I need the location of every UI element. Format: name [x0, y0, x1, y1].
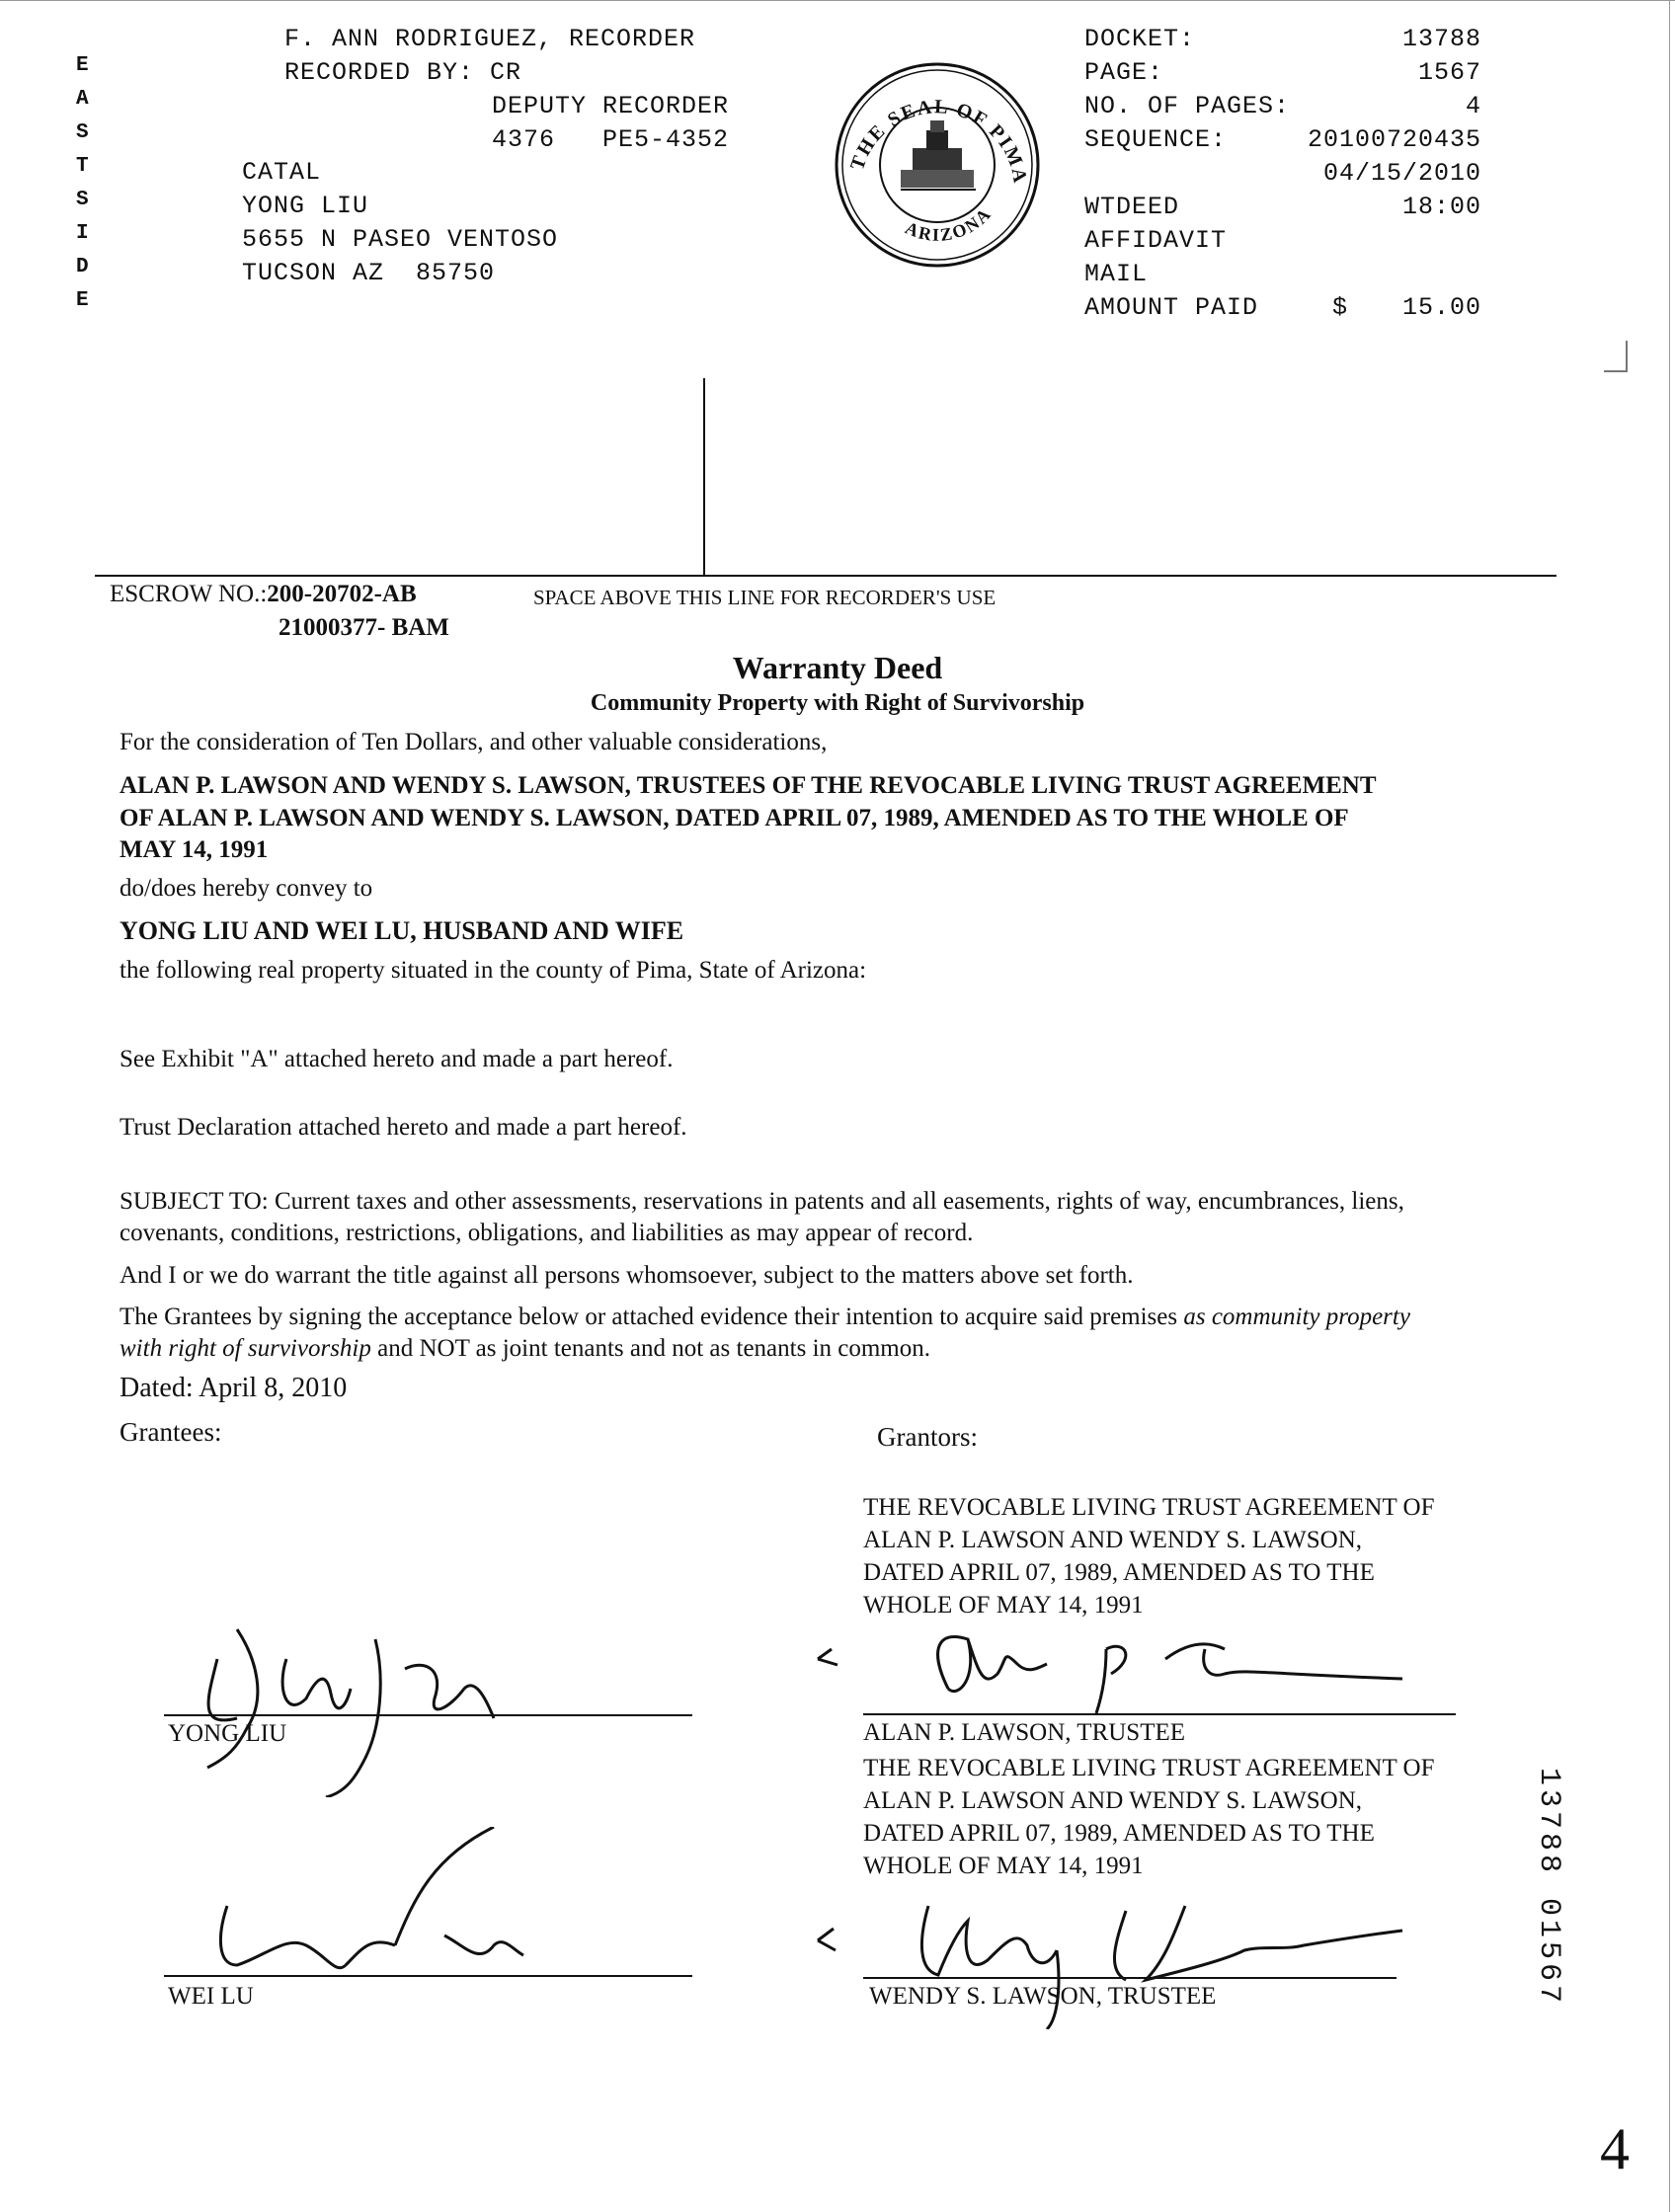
return-name: YONG LIU: [242, 192, 369, 220]
recorder-codes: 4376 PE5-4352: [492, 125, 730, 154]
intent-line-2b: and NOT as joint tenants and not as tenants in common.: [370, 1335, 931, 1362]
margin-docket-number: 13788 01567: [1532, 1768, 1565, 2008]
grantors-label: Grantors:: [877, 1422, 978, 1452]
intent-line-1: [120, 1302, 1581, 1332]
escrow-value-1: 200-20702-AB: [267, 581, 417, 607]
intent-line-2: [120, 1333, 1581, 1364]
wei-signature: [198, 1827, 533, 1985]
docket-value: 13788: [1401, 25, 1481, 53]
grantees-names: YONG LIU AND WEI LU, HUSBAND AND WIFE: [120, 916, 684, 945]
seal-bottom-text: ARIZONA: [902, 202, 996, 245]
pages-value: 4: [1465, 92, 1481, 120]
recorded-by: RECORDED BY: CR: [284, 58, 522, 87]
doc-type-affidavit: AFFIDAVIT: [1084, 226, 1228, 255]
grantor-trust-block-2: [863, 1752, 1574, 1882]
recorded-time: 18:00: [1401, 193, 1481, 221]
pima-county-seal: [832, 59, 1043, 271]
eastside-letter: E: [76, 54, 89, 77]
sequence-value: 20100720435: [1307, 125, 1481, 154]
trust2-line-3: DATED APRIL 07, 1989, AMENDED AS TO THE: [863, 1820, 1375, 1847]
escrow-number-1: [110, 581, 417, 608]
scan-corner-mark: [1604, 341, 1628, 372]
trust1-line-1: THE REVOCABLE LIVING TRUST AGREEMENT OF: [863, 1494, 1435, 1521]
grantees-label: Grantees:: [120, 1417, 222, 1447]
amount-currency: $: [1332, 293, 1349, 322]
subject-to-line-1: SUBJECT TO: Current taxes and other assessments, reservations in patents and all easements, rights of way, encumbrances, liens,: [120, 1188, 1404, 1215]
eastside-letter: D: [76, 256, 89, 278]
doc-type-wtdeed: WTDEED: [1084, 193, 1180, 221]
page-mark: 4: [1600, 2116, 1630, 2181]
deed-subtitle: Community Property with Right of Survivorship: [590, 690, 1085, 716]
trust1-line-3: DATED APRIL 07, 1989, AMENDED AS TO THE: [863, 1559, 1375, 1586]
grantors-line-1: ALAN P. LAWSON AND WENDY S. LAWSON, TRUSTEES OF THE REVOCABLE LIVING TRUST AGREEMENT: [120, 772, 1377, 799]
eastside-letter: I: [76, 222, 89, 245]
amount-value: 15.00: [1401, 293, 1481, 322]
page-label: PAGE:: [1084, 58, 1164, 87]
deed-title: Warranty Deed: [732, 650, 943, 685]
recorder-name: F. ANN RODRIGUEZ, RECORDER: [284, 25, 696, 53]
eastside-letter: A: [76, 88, 89, 111]
grantors-line-2: OF ALAN P. LAWSON AND WENDY S. LAWSON, DATED APRIL 07, 1989, AMENDED AS TO THE WHOLE OF: [120, 805, 1349, 831]
escrow-number-2: 21000377- BAM: [279, 614, 449, 641]
intent-line-2a: with right of survivorship: [120, 1335, 371, 1362]
alan-lawson-label: ALAN P. LAWSON, TRUSTEE: [863, 1719, 1186, 1746]
sequence-label: SEQUENCE:: [1084, 125, 1228, 154]
trust2-line-4: WHOLE OF MAY 14, 1991: [863, 1853, 1144, 1879]
subject-to-line-2: covenants, conditions, restrictions, obligations, and liabilities as may appear of record.: [120, 1220, 974, 1246]
wendy-lawson-label: WENDY S. LAWSON, TRUSTEE: [869, 1983, 1217, 2010]
intent-line-1a: The Grantees by signing the acceptance below or attached evidence their intention to acquire said premises: [120, 1304, 1184, 1330]
return-street: 5655 N PASEO VENTOSO: [242, 225, 559, 254]
alan-signature: [810, 1620, 1422, 1728]
eastside-letter: T: [76, 155, 89, 178]
grantors-line-3: MAY 14, 1991: [120, 836, 269, 863]
recorded-date: 04/15/2010: [1322, 159, 1481, 188]
grantor-trust-block-1: [863, 1491, 1574, 1621]
trust2-line-2: ALAN P. LAWSON AND WENDY S. LAWSON,: [863, 1787, 1363, 1814]
recorder-space-divider: [703, 378, 705, 576]
seal-top-text: THE SEAL OF PIMA: [845, 96, 1031, 186]
catal-label: CATAL: [242, 158, 322, 187]
amount-label: AMOUNT PAID: [1084, 293, 1259, 322]
trust2-line-1: THE REVOCABLE LIVING TRUST AGREEMENT OF: [863, 1755, 1435, 1781]
trust1-line-2: ALAN P. LAWSON AND WENDY S. LAWSON,: [863, 1527, 1363, 1553]
scan-edge-right: [1669, 0, 1670, 2212]
deputy-recorder: DEPUTY RECORDER: [492, 92, 730, 120]
seal-graphic: [832, 59, 1043, 271]
yong-signature: [178, 1600, 533, 1797]
escrow-label: ESCROW NO.:: [110, 581, 268, 607]
dated-text: Dated: April 8, 2010: [120, 1373, 348, 1403]
wei-lu-label: WEI LU: [168, 1983, 254, 2010]
eastside-letter: S: [76, 121, 89, 144]
scan-edge-top: [0, 0, 1675, 1]
eastside-letter: S: [76, 189, 89, 211]
property-text: the following real property situated in the county of Pima, State of Arizona:: [120, 957, 867, 984]
pages-label: NO. OF PAGES:: [1084, 92, 1291, 120]
yong-liu-label: YONG LIU: [168, 1720, 287, 1747]
doc-type-mail: MAIL: [1084, 260, 1149, 288]
trust-declaration-text: Trust Declaration attached hereto and made a part hereof.: [120, 1114, 687, 1141]
exhibit-text: See Exhibit "A" attached hereto and made a part hereof.: [120, 1046, 674, 1072]
page-value: 1567: [1417, 58, 1481, 87]
docket-label: DOCKET:: [1084, 25, 1196, 53]
trust1-line-4: WHOLE OF MAY 14, 1991: [863, 1592, 1144, 1619]
recorder-space-line: [95, 575, 1556, 577]
eastside-letter: E: [76, 289, 89, 312]
recorder-use-note: SPACE ABOVE THIS LINE FOR RECORDER'S USE: [533, 586, 997, 609]
return-city: TUCSON AZ 85750: [242, 259, 496, 287]
consideration-text: For the consideration of Ten Dollars, and other valuable considerations,: [120, 729, 828, 755]
warrant-text: And I or we do warrant the title against all persons whomsoever, subject to the matters above set forth.: [120, 1262, 1134, 1289]
intent-line-1b: as community property: [1183, 1304, 1410, 1330]
convey-text: do/does hereby convey to: [120, 875, 373, 902]
